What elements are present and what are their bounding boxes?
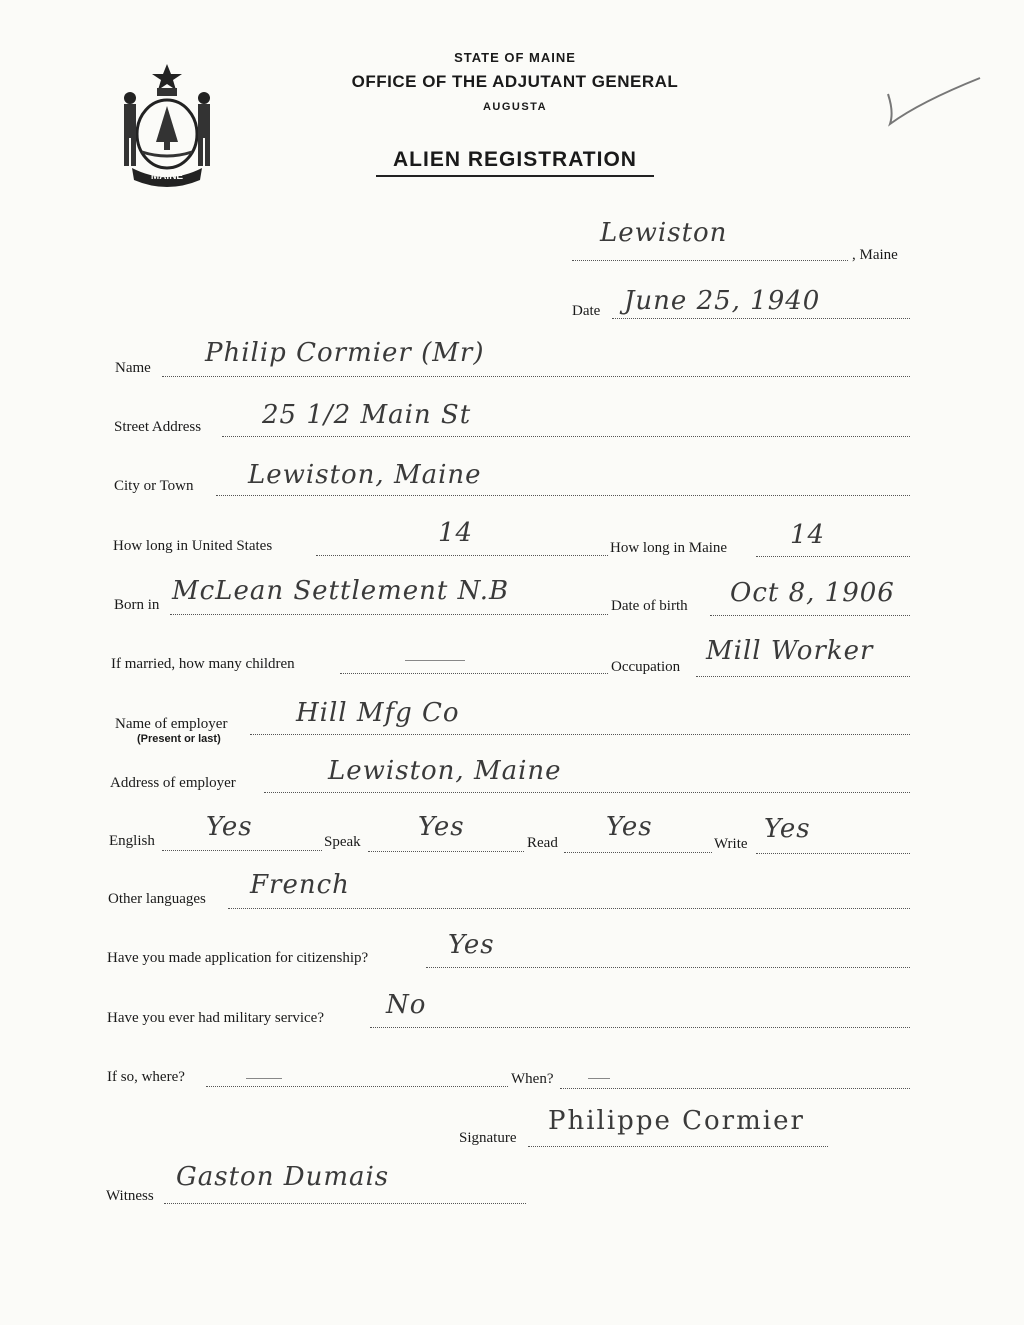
signature-label: Signature	[459, 1130, 517, 1146]
employer-address-label: Address of employer	[110, 775, 236, 791]
city-label: City or Town	[114, 478, 194, 494]
when-dash	[588, 1078, 610, 1079]
children-label: If married, how many children	[111, 656, 295, 672]
other-languages-label: Other languages	[108, 891, 206, 907]
children-dash	[405, 660, 465, 661]
speak-value: Yes	[418, 812, 465, 842]
dob-label: Date of birth	[611, 598, 688, 614]
where-label: If so, where?	[107, 1069, 185, 1085]
city-value: Lewiston, Maine	[248, 460, 482, 490]
military-line	[370, 1027, 910, 1028]
city-line	[216, 495, 910, 496]
date-line	[612, 318, 910, 319]
employer-address-line	[264, 792, 910, 793]
witness-label: Witness	[106, 1188, 154, 1204]
speak-line	[368, 851, 524, 852]
date-value: June 25, 1940	[624, 286, 821, 316]
occupation-label: Occupation	[611, 659, 681, 675]
dob-value: Oct 8, 1906	[730, 578, 895, 608]
military-label: Have you ever had military service?	[107, 1010, 324, 1026]
children-line	[340, 673, 608, 674]
street-value: 25 1/2 Main St	[262, 400, 472, 430]
write-label: Write	[714, 836, 748, 852]
read-label: Read	[527, 835, 558, 851]
maine-years-line	[756, 556, 910, 557]
location-value: Lewiston	[600, 218, 728, 248]
us-years-label: How long in United States	[113, 538, 273, 554]
when-line	[560, 1088, 910, 1089]
speak-label: Speak	[324, 834, 361, 850]
signature-value: Philippe Cormier	[548, 1106, 805, 1136]
write-value: Yes	[764, 814, 811, 844]
military-value: No	[386, 990, 427, 1020]
form-title: ALIEN REGISTRATION	[393, 148, 637, 171]
employer-sublabel: (Present or last)	[137, 733, 221, 745]
born-label: Born in	[114, 597, 160, 613]
signature-line	[528, 1146, 828, 1147]
witness-value: Gaston Dumais	[176, 1162, 390, 1192]
title-underline	[376, 175, 654, 177]
citizenship-line	[426, 967, 910, 968]
citizenship-label: Have you made application for citizenship?	[107, 950, 369, 966]
name-label: Name	[115, 360, 151, 376]
english-value: Yes	[206, 812, 253, 842]
born-value: McLean Settlement N.B	[172, 576, 510, 606]
read-value: Yes	[606, 812, 653, 842]
other-languages-value: French	[250, 870, 350, 900]
other-languages-line	[228, 908, 910, 909]
where-dash	[246, 1078, 282, 1079]
where-line	[206, 1086, 508, 1087]
street-line	[222, 436, 910, 437]
write-line	[756, 853, 910, 854]
location-suffix: , Maine	[852, 247, 898, 263]
office-heading: OFFICE OF THE ADJUTANT GENERAL	[351, 72, 679, 91]
name-line	[162, 376, 910, 377]
employer-value: Hill Mfg Co	[296, 698, 460, 728]
employer-address-value: Lewiston, Maine	[328, 756, 562, 786]
dob-line	[710, 615, 910, 616]
us-years-line	[316, 555, 608, 556]
born-line	[170, 614, 608, 615]
state-heading: STATE OF MAINE	[454, 50, 576, 65]
maine-years-value: 14	[790, 520, 826, 550]
seal-banner-text: MAINE	[150, 171, 184, 182]
witness-line	[164, 1203, 526, 1204]
street-label: Street Address	[114, 419, 202, 435]
occupation-line	[696, 676, 910, 677]
read-line	[564, 852, 712, 853]
checkmark-icon	[880, 72, 990, 132]
english-line	[162, 850, 322, 851]
citizenship-value: Yes	[448, 930, 495, 960]
english-label: English	[109, 833, 155, 849]
employer-label: Name of employer	[115, 716, 228, 732]
date-label: Date	[572, 303, 601, 319]
name-value: Philip Cormier (Mr)	[205, 338, 485, 368]
maine-years-label: How long in Maine	[610, 540, 728, 556]
us-years-value: 14	[438, 518, 474, 548]
occupation-value: Mill Worker	[706, 636, 874, 666]
when-label: When?	[511, 1071, 554, 1087]
city-heading: AUGUSTA	[482, 101, 548, 113]
location-line	[572, 260, 848, 261]
employer-line	[250, 734, 910, 735]
maine-state-seal-icon	[112, 62, 222, 187]
